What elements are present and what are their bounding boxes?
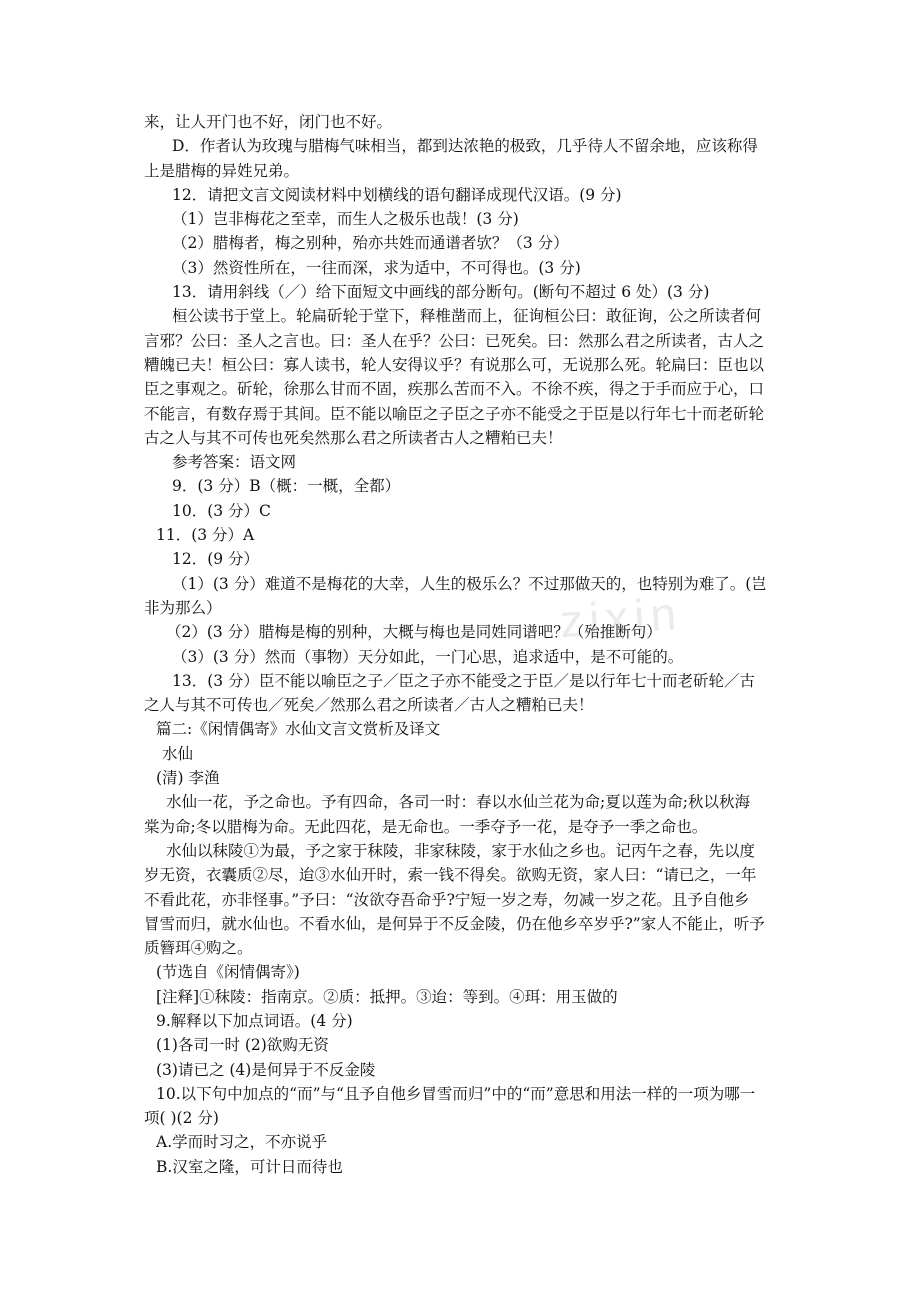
text-line: [注释]①秣陵：指南京。②质：抵押。③迨：等到。④珥：用玉做的 <box>156 987 618 1006</box>
text-line: （3）然资性所在，一往而深，求为适中，不可得也。(3 分) <box>172 258 581 277</box>
watermark: zixin <box>558 586 684 648</box>
text-line: 篇二:《闲情偶寄》水仙文言文赏析及译文 <box>156 720 441 739</box>
text-line: 水仙以秣陵①为最，予之家于秣陵，非家秣陵，家于水仙之乡也。记丙午之春，先以度 <box>166 841 756 860</box>
text-line: 来，让人开门也不好，闭门也不好。 <box>144 113 393 131</box>
text-line: 水仙 <box>162 744 194 763</box>
text-line: 参考答案：语文网 <box>172 453 297 472</box>
text-line: A.学而时习之，不亦说乎 <box>156 1133 328 1152</box>
text-line: 棠为命;冬以腊梅为命。无此四花，是无命也。一季夺予一花，是夺予一季之命也。 <box>144 817 708 836</box>
text-line: 古之人与其不可传也死矣然那么君之所读者古人之糟粕已夫！ <box>144 428 563 447</box>
text-line: (3)请已之 (4)是何异于不反金陵 <box>156 1060 376 1079</box>
text-line: 质簪珥④购之。 <box>144 939 253 958</box>
text-line: （2）腊梅者，梅之别种，殆亦共姓而通谱者欤？（3 分） <box>172 234 569 253</box>
text-line: 水仙一花，予之命也。予有四命，各司一时：春以水仙兰花为命;夏以莲为命;秋以秋海 <box>166 793 750 812</box>
text-line: 12．(9 分） <box>172 550 260 569</box>
text-line: 13．请用斜线（／）给下面短文中画线的部分断句。(断句不超过 6 处）(3 分) <box>172 283 710 302</box>
text-line: 10．(3 分）C <box>172 501 271 520</box>
text-line: D．作者认为玫瑰与腊梅气味相当，都到达浓艳的极致，几乎待人不留余地，应该称得 <box>172 137 758 156</box>
text-line: (清) 李渔 <box>156 769 220 788</box>
document-body <box>0 110 920 1179</box>
text-line: (1)各司一时 (2)欲购无资 <box>156 1036 329 1055</box>
text-line: （1）岂非梅花之至幸，而生人之极乐也哉！(3 分) <box>172 210 519 229</box>
text-line: 9.解释以下加点词语。(4 分) <box>156 1011 353 1030</box>
text-line: (节选自《闲情偶寄》) <box>156 963 300 982</box>
text-line: 糟魄已夫！桓公曰：寡人读书，轮人安得议乎？有说那么可，无说那么死。轮扁曰：臣也以 <box>144 355 765 374</box>
text-line: 非为那么） <box>144 598 222 617</box>
text-line: 11．(3 分）A <box>156 526 255 545</box>
text-line: 臣之事观之。斫轮，徐那么甘而不固，疾那么苦而不入。不徐不疾，得之于手而应于心，口 <box>144 380 765 399</box>
text-line: 项( )(2 分) <box>144 1109 219 1128</box>
text-line: 桓公读书于堂上。轮扁斫轮于堂下，释椎凿而上，征询桓公曰：敢征询，公之所读者何 <box>172 307 762 326</box>
text-line: 言邪？公曰：圣人之言也。曰：圣人在乎？公曰：已死矣。曰：然那么君之所读者，古人之 <box>144 331 765 350</box>
text-line: 岁无资，衣囊质②尽，迨③水仙开时，索一钱不得矣。欲购无资，家人曰：“请已之，一年 <box>144 866 757 885</box>
text-line: 不能言，有数存焉于其间。臣不能以喻臣之子臣之子亦不能受之于臣是以行年七十而老斫轮 <box>144 404 765 423</box>
text-line: （3）(3 分）然而（事物）天分如此，一门心思，追求适中，是不可能的。 <box>172 647 684 666</box>
text-line: 12．请把文言文阅读材料中划横线的语句翻译成现代汉语。(9 分) <box>172 185 622 204</box>
text-line: 9．(3 分）B（概：一概，全都） <box>172 477 401 496</box>
text-line: （2）(3 分）腊梅是梅的别种，大概与梅也是同姓同谱吧？（殆推断句） <box>166 623 662 642</box>
text-line: （1）(3 分）难道不是梅花的大幸，人生的极乐么？不过那做天的，也特别为难了。(岂 <box>172 574 767 593</box>
text-line: 不看此花，亦非怪事。”予曰：“汝欲夺吾命乎?宁短一岁之寿，勿减一岁之花。且予自他乡 <box>144 890 750 909</box>
text-line: 上是腊梅的异姓兄弟。 <box>144 161 300 180</box>
text-line: 之人与其不可传也／死矣／然那么君之所读者／古人之糟粕已夫！ <box>144 696 594 715</box>
text-line: 13．(3 分）臣不能以喻臣之子／臣之子亦不能受之于臣／是以行年七十而老斫轮／古 <box>172 671 756 690</box>
text-line: 10.以下句中加点的“而”与“且予自他乡冒雪而归”中的“而”意思和用法一样的一项为哪一 <box>156 1084 756 1103</box>
text-line: 冒雪而归，就水仙也。不看水仙，是何异于不反金陵，仍在他乡卒岁乎?”家人不能止，听予 <box>144 914 765 933</box>
text-line: B.汉室之隆，可计日而待也 <box>156 1157 343 1176</box>
